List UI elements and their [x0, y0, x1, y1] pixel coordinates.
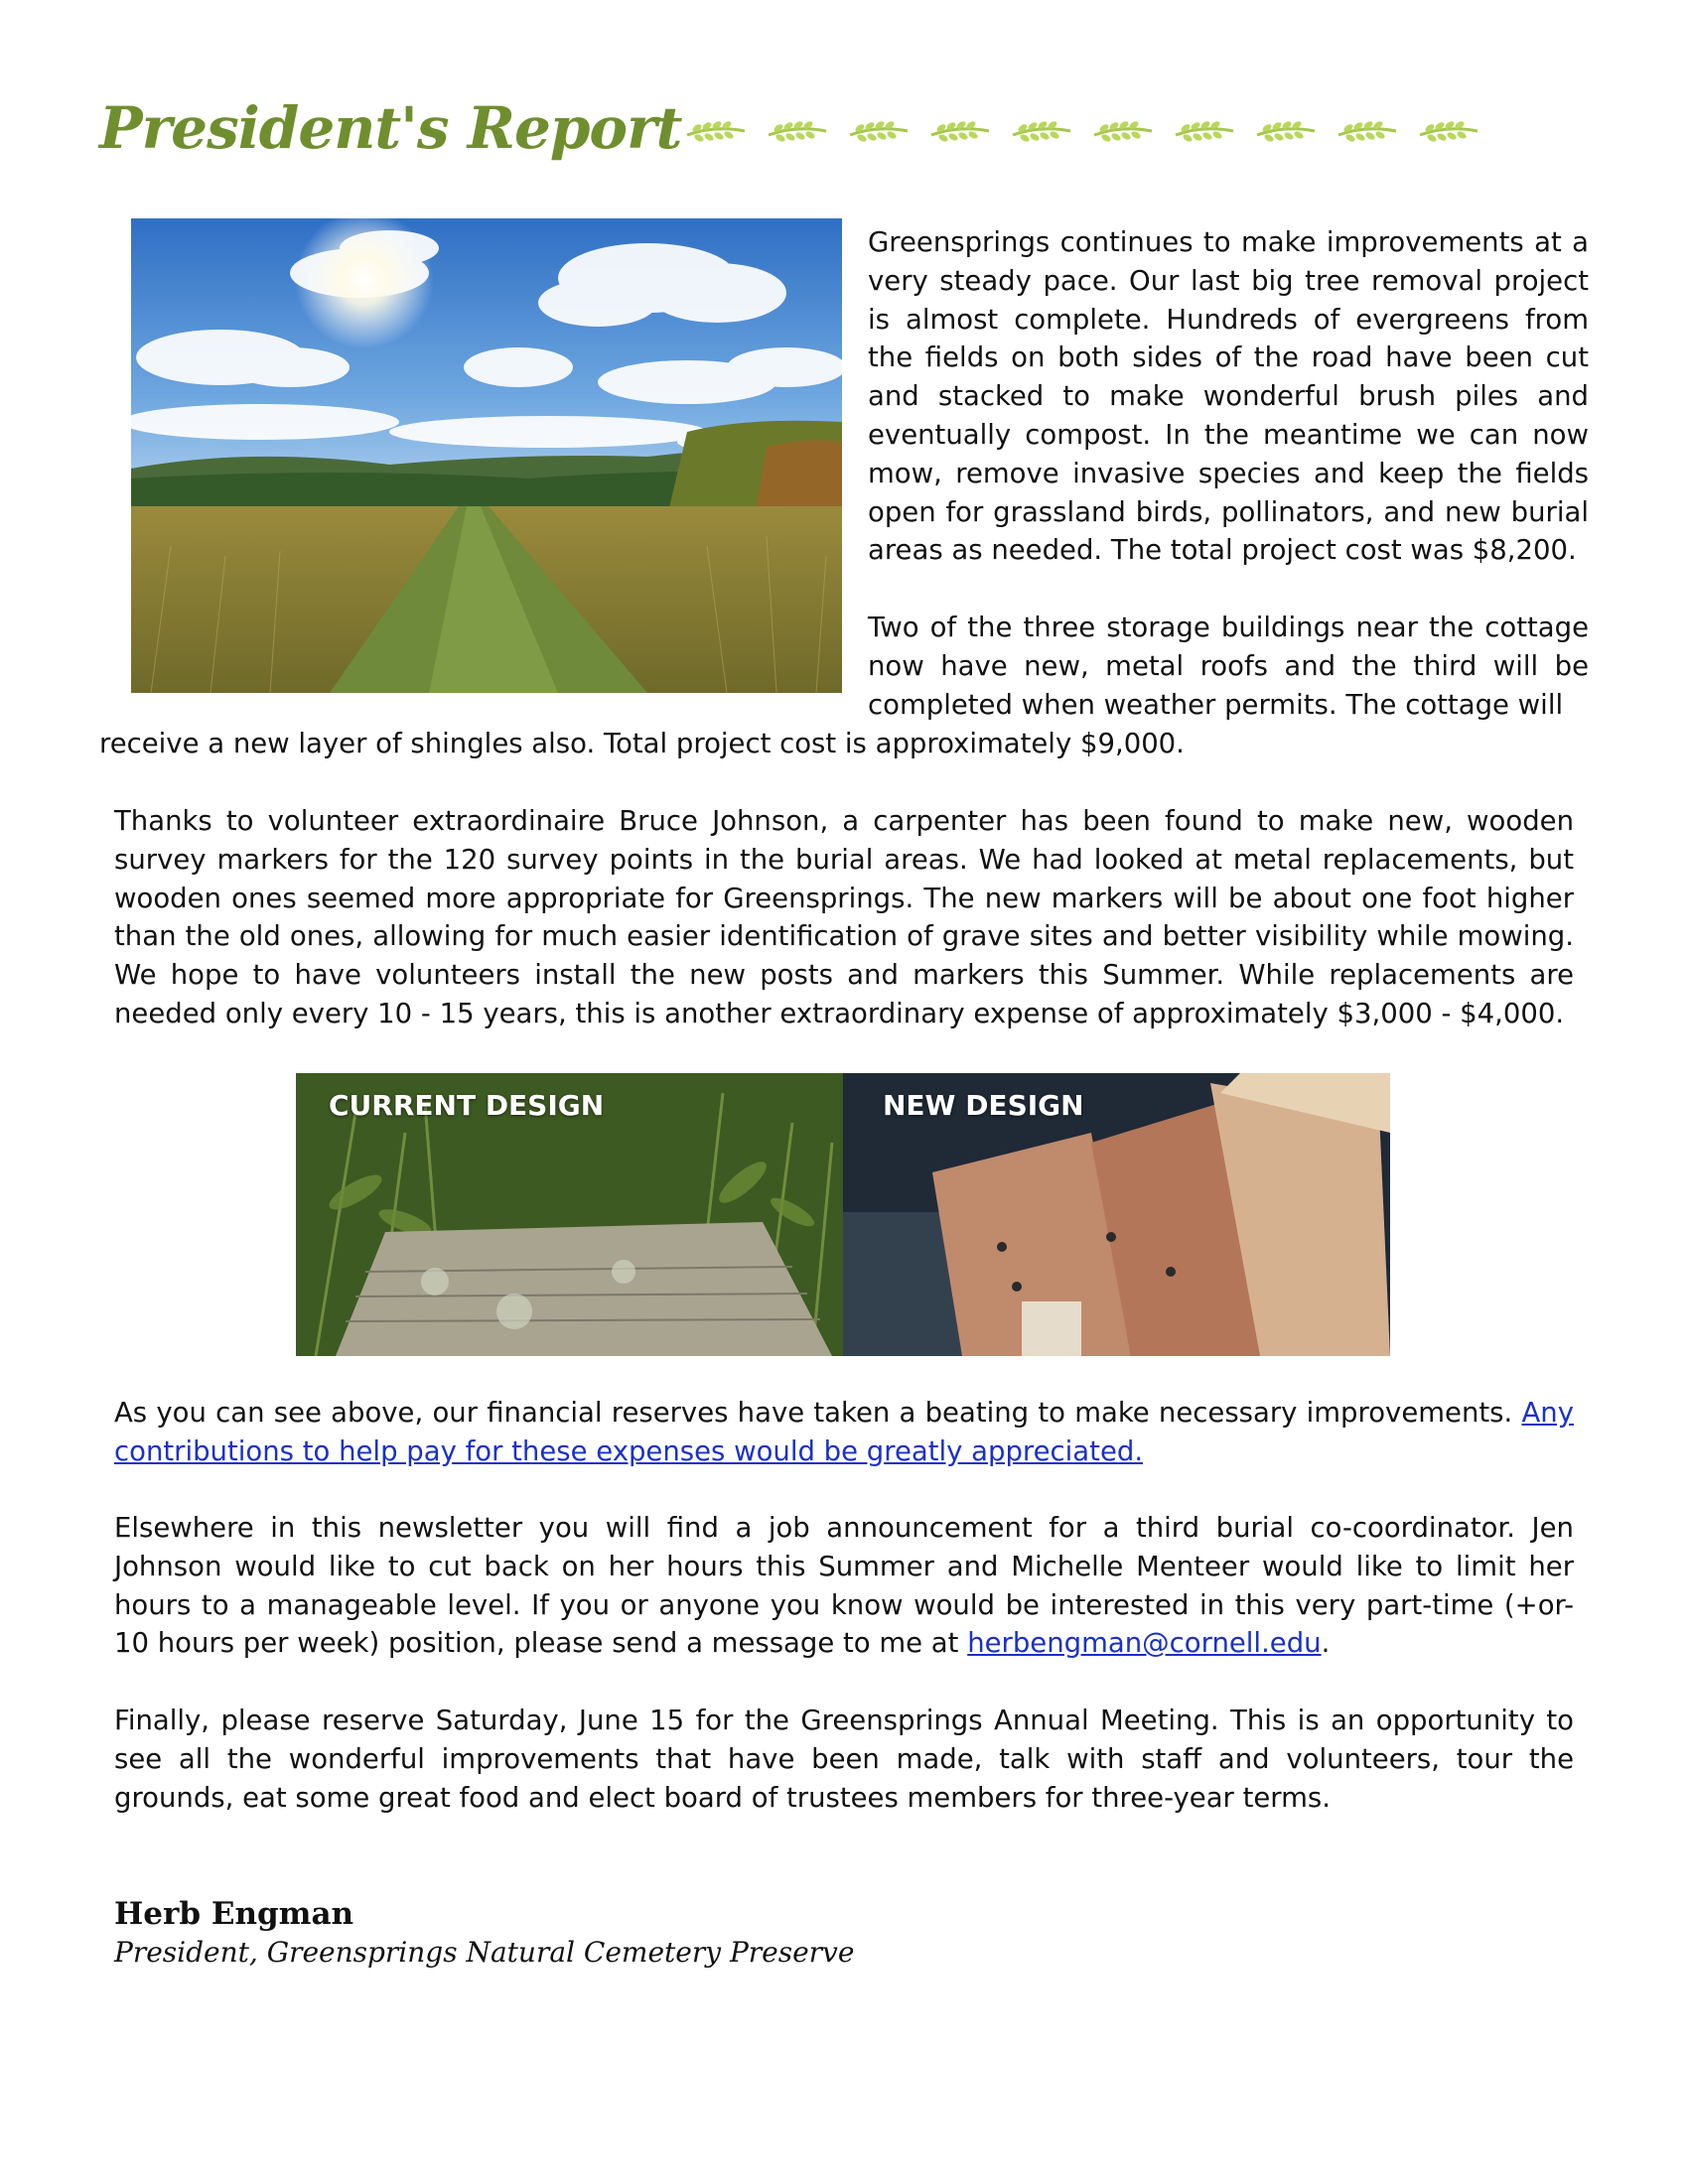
- paragraph-job-announcement: [114, 1509, 1574, 1663]
- meadow-photo: [131, 218, 842, 693]
- design-comparison-photo: [296, 1073, 1390, 1356]
- email-link[interactable]: herbengman@cornell.edu: [967, 1627, 1322, 1660]
- leaf-icon: [685, 117, 747, 149]
- leaf-icon: [1092, 117, 1154, 149]
- page-title: President's Report: [99, 94, 682, 162]
- leaf-icon: [767, 117, 828, 149]
- leaf-icon: [929, 117, 991, 149]
- job-text-end: .: [1321, 1627, 1331, 1660]
- intro-text: [868, 223, 1589, 724]
- paragraph-shingles: receive a new layer of shingles also. Total project cost is approximately $9,000.: [99, 728, 1185, 759]
- signature-title: President, Greensprings Natural Cemetery Preserve: [114, 1936, 855, 1969]
- leaf-icon: [1255, 117, 1317, 149]
- leaf-icon: [1174, 117, 1235, 149]
- new-design-label: NEW DESIGN: [883, 1089, 1084, 1122]
- leaf-divider: [685, 117, 1479, 157]
- new-design-photo: [843, 1073, 1390, 1356]
- current-design-label: CURRENT DESIGN: [329, 1089, 605, 1122]
- paragraph-storage-buildings: Two of the three storage buildings near the cottage now have new, metal roofs and the third will be completed when weather permits. The cottage will: [868, 611, 1589, 721]
- paragraph-survey-markers: Thanks to volunteer extraordinaire Bruce Johnson, a carpenter has been found to make new, wooden survey markers for the 120 survey points in the burial areas. We had looked at metal replacements, but wooden ones seemed more appropriate for Greensprings. The new markers will be about one foot higher than the old ones, allowing for much easier identification of grave sites and better visibility while mowing. We hope to have volunteers install the new posts and markers this Summer. While replacements are needed only every 10 - 15 years, this is another extraordinary expense of approximately $3,000 - $4,000.: [114, 805, 1574, 1029]
- meadow-illustration: [131, 218, 842, 693]
- job-text: Elsewhere in this newsletter you will find a job announcement for a third burial co-coordinator. Jen Johnson would like to cut back on her hours this Summer and Michelle Menteer would like to limit her hours to a manageable level. If you or anyone you know would be interested in this very part-time (+or- 10 hours per week) position, please send a message to me at: [114, 1512, 1574, 1660]
- contributions-link[interactable]: Any contributions to help pay for these expenses would be greatly appreciated.: [114, 1397, 1574, 1467]
- signature-name: Herb Engman: [114, 1896, 354, 1932]
- paragraph-tree-removal: Greensprings continues to make improvements at a very steady pace. Our last big tree removal project is almost complete. Hundreds of evergreens from the fields on both sides of the road have been cut and stacked to make wonderful brush piles and eventually compost. In the meantime we can now mow, remove invasive species and keep the fields open for grassland birds, pollinators, and new burial areas as needed. The total project cost was $8,200.: [868, 226, 1589, 567]
- reserves-text: As you can see above, our financial reserves have taken a beating to make necessary improvements.: [114, 1397, 1513, 1429]
- paragraph-reserves: [114, 1394, 1574, 1471]
- leaf-icon: [1336, 117, 1398, 149]
- leaf-icon: [1011, 117, 1072, 149]
- leaf-icon: [1418, 117, 1479, 149]
- current-design-photo: [296, 1073, 843, 1356]
- leaf-icon: [848, 117, 910, 149]
- paragraph-annual-meeting: Finally, please reserve Saturday, June 15 for the Greensprings Annual Meeting. This is an opportunity to see all the wonderful improvements that have been made, talk with staff and volunteers, tour the grounds, eat some great food and elect board of trustees members for three-year terms.: [114, 1705, 1574, 1814]
